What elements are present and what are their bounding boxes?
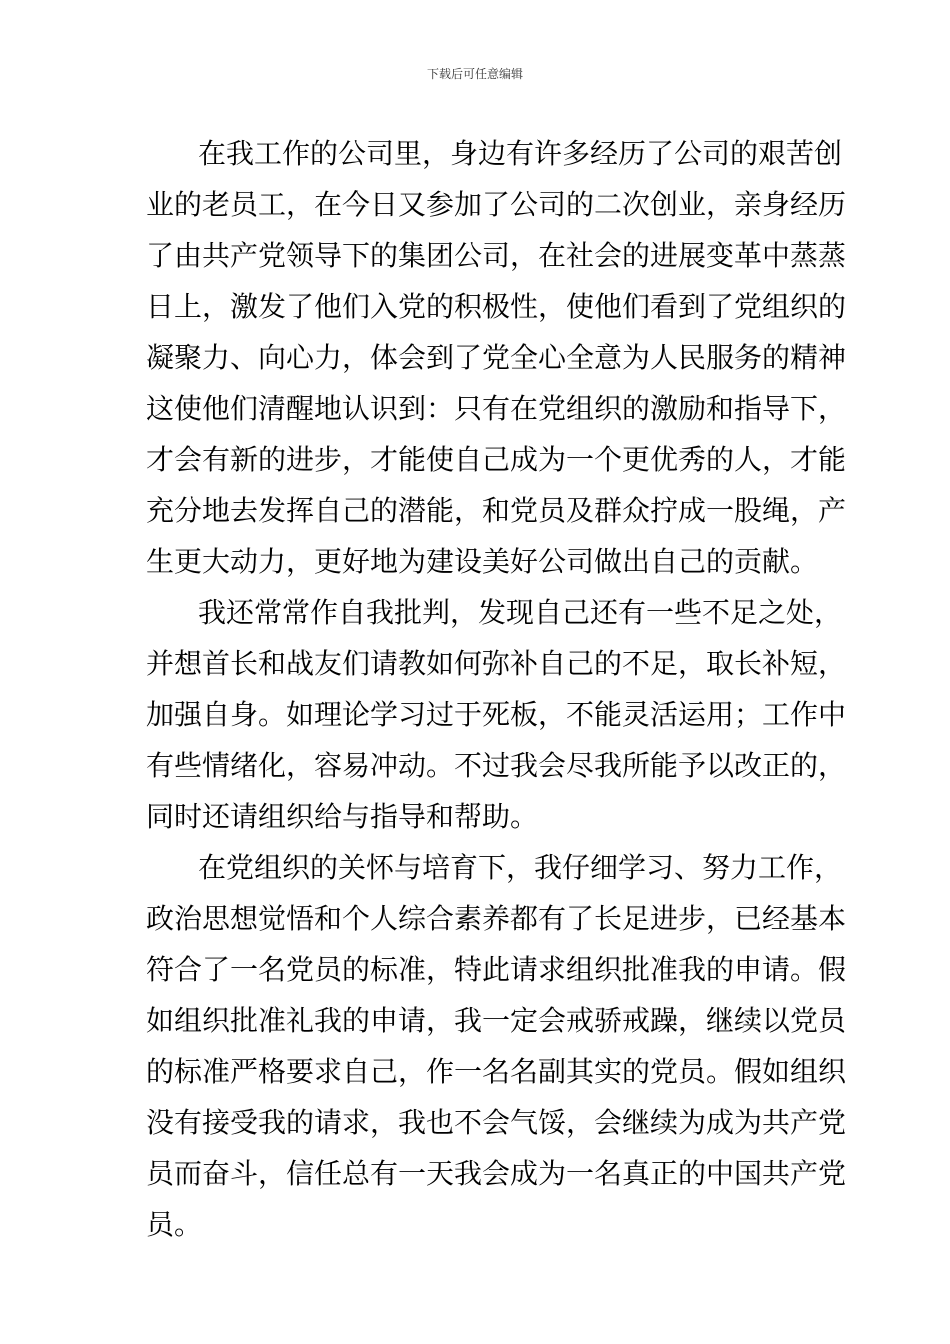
- paragraph-2-line-2: 并想首长和战友们请教如何弥补自己的不足，取长补短，: [146, 647, 847, 680]
- paragraph-1-line-4: 日上，激发了他们入党的积极性，使他们看到了党组织的: [146, 290, 847, 323]
- header-note: 下载后可任意编辑: [426, 67, 523, 81]
- paragraph-1-line-1: 在我工作的公司里，身边有许多经历了公司的艰苦创: [198, 137, 843, 170]
- paragraph-3-line-1: 在党组织的关怀与培育下，我仔细学习、努力工作，: [198, 851, 843, 884]
- paragraph-3-line-7: 员而奋斗，信任总有一天我会成为一名真正的中国共产党: [146, 1157, 847, 1190]
- paragraph-1-line-5: 凝聚力、向心力，体会到了党全心全意为人民服务的精神: [146, 341, 847, 374]
- paragraph-1-line-9: 生更大动力，更好地为建设美好公司做出自己的贡献。: [146, 545, 819, 578]
- paragraph-2-line-1: 我还常常作自我批判，发现自己还有一些不足之处，: [198, 596, 843, 629]
- paragraph-1-line-6: 这使他们清醒地认识到：只有在党组织的激励和指导下，: [146, 392, 847, 425]
- paragraph-3-line-8: 员。: [146, 1208, 203, 1241]
- paragraph-3-line-4: 如组织批准礼我的申请，我一定会戒骄戒躁，继续以党员: [146, 1004, 847, 1037]
- paragraph-1-line-8: 充分地去发挥自己的潜能，和党员及群众拧成一股绳，产: [146, 494, 847, 527]
- paragraph-1-line-3: 了由共产党领导下的集团公司，在社会的进展变革中蒸蒸: [146, 239, 847, 272]
- paragraph-2-line-5: 同时还请组织给与指导和帮助。: [146, 800, 539, 833]
- paragraph-2-line-3: 加强自身。如理论学习过于死板，不能灵活运用；工作中: [146, 698, 847, 731]
- paragraph-2-line-4: 有些情绪化，容易冲动。不过我会尽我所能予以改正的，: [146, 749, 847, 782]
- document-body: [146, 128, 847, 1250]
- paragraph-1-line-2: 业的老员工，在今日又参加了公司的二次创业，亲身经历: [146, 188, 847, 221]
- paragraph-3-line-3: 符合了一名党员的标准，特此请求组织批准我的申请。假: [146, 953, 847, 986]
- paragraph-1-line-7: 才会有新的进步，才能使自己成为一个更优秀的人，才能: [146, 443, 847, 476]
- paragraph-3-line-2: 政治思想觉悟和个人综合素养都有了长足进步，已经基本: [146, 902, 847, 935]
- paragraph-3-line-5: 的标准严格要求自己，作一名名副其实的党员。假如组织: [146, 1055, 847, 1088]
- paragraph-3-line-6: 没有接受我的请求，我也不会气馁，会继续为成为共产党: [146, 1106, 847, 1139]
